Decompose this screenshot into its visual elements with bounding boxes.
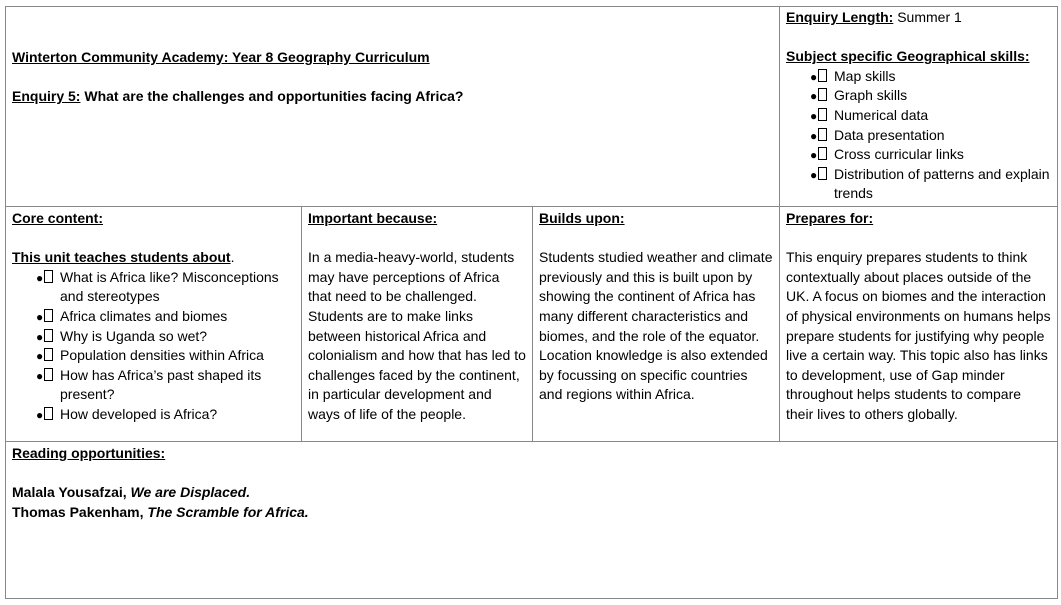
enquiry-line [12,87,772,107]
prepares-for-heading: Prepares for: [786,210,874,226]
list-item: ● Data presentation [810,126,945,143]
prepares-for-text: This enquiry prepares students to think contextually about places outside of the UK. A focus on biomes and the interaction of physical environments on humans helps prepare students for justifying why people live a certain way. This topic also has links to development, use of Gap minder throughout helps students to compare their lives to others globally. [786,249,1051,422]
important-because-cell [302,208,532,426]
list-item: ● Distribution of patterns and explain trends [810,165,1050,202]
list-item: ● How has Africa’s past shaped its present? [36,366,262,403]
table-border-bottom [5,598,1058,599]
list-item: ● Cross curricular links [810,146,964,163]
enquiry-question: What are the challenges and opportunities facing Africa? [84,88,464,105]
core-content-subheading: This unit teaches students about [12,249,231,266]
book-line [12,483,1050,503]
book-author: Malala Yousafzai, [12,484,127,501]
book-title: We are Displaced. [130,484,251,501]
enquiry-info-cell [780,7,1057,205]
enquiry-length [786,8,1051,28]
important-because-text: In a media-heavy-world, students may have perceptions of Africa that need to be challenged. Students are to make links between historical Africa and colonialism and how that has led to challenges faced by the continent, in particular development and ways of life of the people. [308,249,526,422]
enquiry-length-label: Enquiry Length: [786,9,894,25]
header-cell [6,47,778,108]
subheading-suffix: . [230,249,235,266]
book-author: Thomas Pakenham, [12,503,144,520]
enquiry-length-value: Summer 1 [897,9,962,25]
enquiry-label: Enquiry 5: [12,88,81,105]
core-content-heading: Core content: [12,210,103,226]
list-item: ● How developed is Africa? [36,405,218,422]
important-because-heading: Important because: [308,210,438,226]
list-item: ● Numerical data [810,106,929,123]
book-line [12,503,1050,523]
list-item: ● Africa climates and biomes [36,307,228,324]
list-item: ● Population densities within Africa [36,347,264,364]
list-item: ● Map skills [810,67,896,84]
list-item: ● Graph skills [810,87,908,104]
prepares-for-cell [780,208,1057,426]
table-border-right [1057,6,1058,599]
builds-upon-cell [533,208,779,406]
core-content-cell [6,208,301,426]
list-item: ● What is Africa like? Misconceptions and stereotypes [36,268,279,305]
core-content-subheading-line [12,248,295,268]
reading-heading: Reading opportunities: [12,445,166,461]
skills-heading: Subject specific Geographical skills: [786,48,1030,65]
core-content-list [12,268,295,425]
skills-list [786,67,1051,204]
reading-cell [6,443,1056,523]
builds-upon-heading: Builds upon: [539,210,625,226]
school-title: Winterton Community Academy: Year 8 Geography Curriculum [12,49,430,65]
book-title: The Scramble for Africa. [147,503,309,520]
list-item: ● Why is Uganda so wet? [36,327,208,344]
builds-upon-text: Students studied weather and climate previously and this is built upon by showing the continent of Africa has many different characteristics and biomes, and the role of the equator. Location knowledge is also extended by focussing on specific countries and regions within Africa. [539,249,773,403]
